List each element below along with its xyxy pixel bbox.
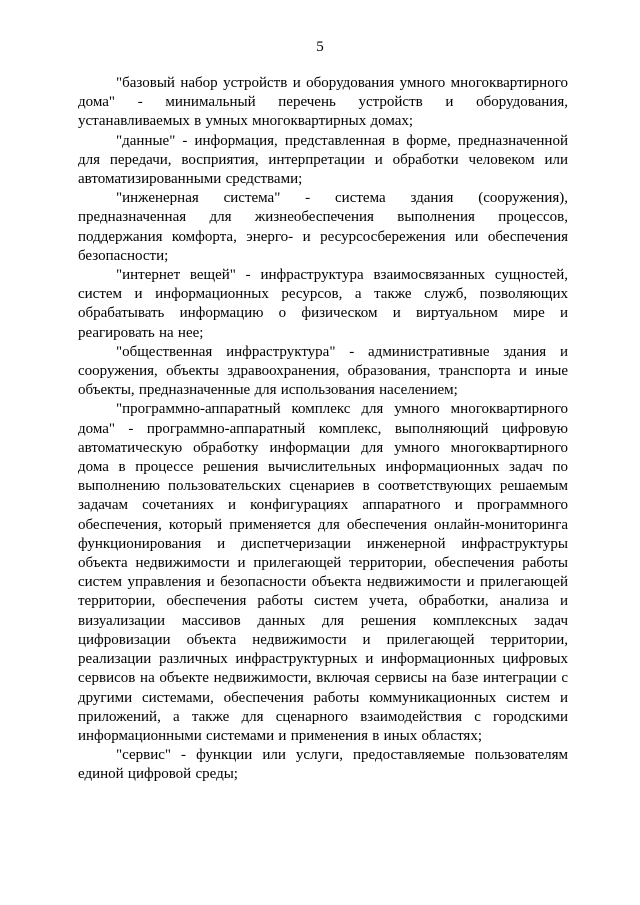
definition-internet-of-things: "интернет вещей" - инфраструктура взаимосвязанных сущностей, систем и информационных ресурсов, а также служб, позволяющих обрабатывать информацию о физическом и виртуальном мире и реагировать на нее;: [78, 267, 568, 341]
definition-hardware-software-complex: "программно-аппаратный комплекс для умного многоквартирного дома" - программно-аппаратный комплекс, выполняющий цифровую автоматическую обработку информации для умного многоквартирного дома в процессе решения вычислительных информационных задач по выполнению пользовательских сценариев в соответствующих решаемым задачам сочетаниях и конфигурациях аппаратного и программного обеспечения, который применяется для обеспечения онлайн-мониторинга функционирования и диспетчеризации инженерной инфраструктуры объекта недвижимости и прилегающей территории, обеспечения работы систем управления и безопасности объекта недвижимости и прилегающей территории, обеспечения работы систем учета, обработки, анализа и визуализации массивов данных для решения комплексных задач цифровизации объекта недвижимости и прилегающей территории, реализации различных инфраструктурных и информационных цифровых сервисов на объекте недвижимости, включая сервисы на базе интеграции с другими системами, обеспечения работы коммуникационных систем и приложений, а также для сценарного взаимодействия с городскими информационными системами и применения в иных областях;: [78, 401, 568, 744]
definition-public-infrastructure: "общественная инфраструктура" - административные здания и сооружения, объекты здравоохранения, образования, транспорта и иные объекты, предназначенные для использования населением;: [78, 343, 568, 399]
definition-data: "данные" - информация, представленная в форме, предназначенной для передачи, восприятия, интерпретации и обработки человеком или автоматизированными средствами;: [78, 132, 568, 188]
page-number: 5: [316, 39, 324, 55]
definition-engineering-system: "инженерная система" - система здания (сооружения), предназначенная для жизнеобеспечения выполнения процессов, поддержания комфорта, энерго- и ресурсосбережения или обеспечения безопасности;: [78, 190, 568, 264]
document-body: [78, 74, 568, 785]
definition-basic-equipment-set: "базовый набор устройств и оборудования умного многоквартирного дома" - минимальный перечень устройств и оборудования, устанавливаемых в умных многоквартирных домах;: [78, 75, 568, 130]
definition-service: "сервис" - функции или услуги, предоставляемые пользователям единой цифровой среды;: [78, 747, 568, 783]
